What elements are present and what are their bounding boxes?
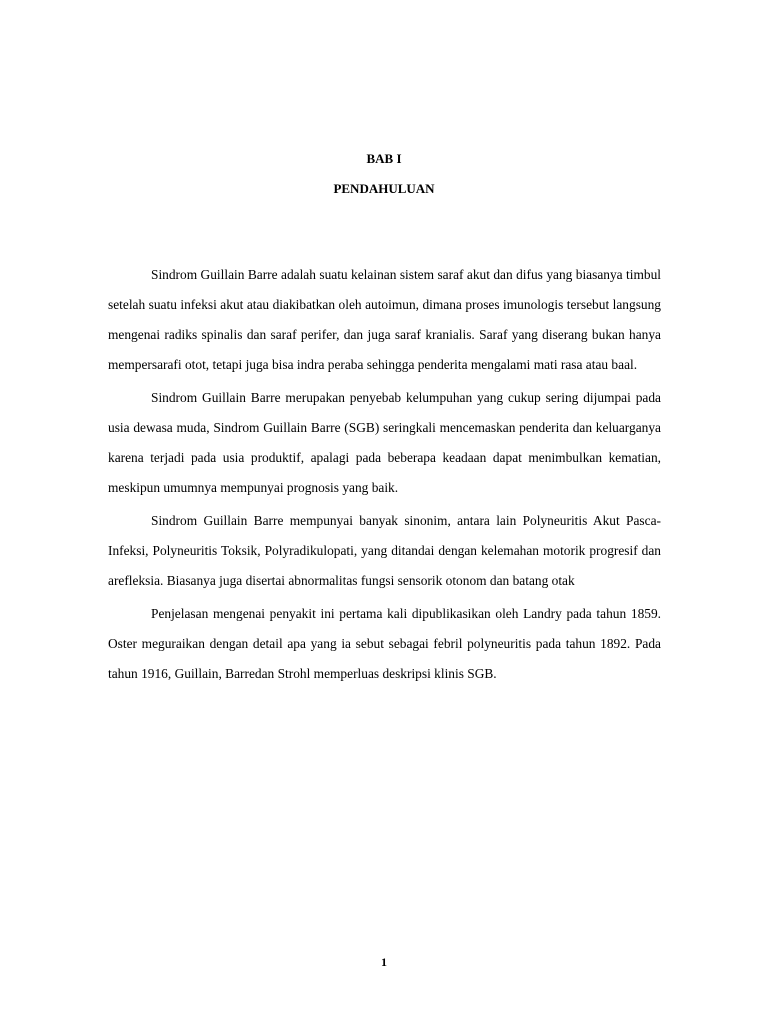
chapter-title: PENDAHULUAN [333, 181, 435, 196]
paragraph-causes: Sindrom Guillain Barre merupakan penyebab kelumpuhan yang cukup sering dijumpai pada usia dewasa muda, Sindrom Guillain Barre (SGB) seringkali mencemaskan penderita dan keluarganya karena terjadi pada usia produktif, apalagi pada beberapa keadaan dapat menimbulkan kematian, meskipun umumnya mempunyai prognosis yang baik. [108, 390, 661, 495]
paragraph-intro: Sindrom Guillain Barre adalah suatu kelainan sistem saraf akut dan difus yang biasanya timbul setelah suatu infeksi akut atau diakibatkan oleh autoimun, dimana proses imunologis tersebut langsung mengenai radiks spinalis dan saraf perifer, dan juga saraf kranialis. Saraf yang diserang bukan hanya mempersarafi otot, tetapi juga bisa indra peraba sehingga penderita mengalami mati rasa atau baal. [108, 267, 661, 372]
body-text [108, 260, 661, 692]
paragraph-synonyms: Sindrom Guillain Barre mempunyai banyak sinonim, antara lain Polyneuritis Akut Pasca-Infeksi, Polyneuritis Toksik, Polyradikulopati, yang ditandai dengan kelemahan motorik progresif dan arefleksia. Biasanya juga disertai abnormalitas fungsi sensorik otonom dan batang otak [108, 513, 661, 588]
page-number: 1 [381, 955, 387, 969]
paragraph-history: Penjelasan mengenai penyakit ini pertama kali dipublikasikan oleh Landry pada tahun 1859. Oster meguraikan dengan detail apa yang ia sebut sebagai febril polyneuritis pada tahun 1892. Pada tahun 1916, Guillain, Barredan Strohl memperluas deskripsi klinis SGB. [108, 606, 661, 681]
chapter-number: BAB I [366, 151, 402, 166]
